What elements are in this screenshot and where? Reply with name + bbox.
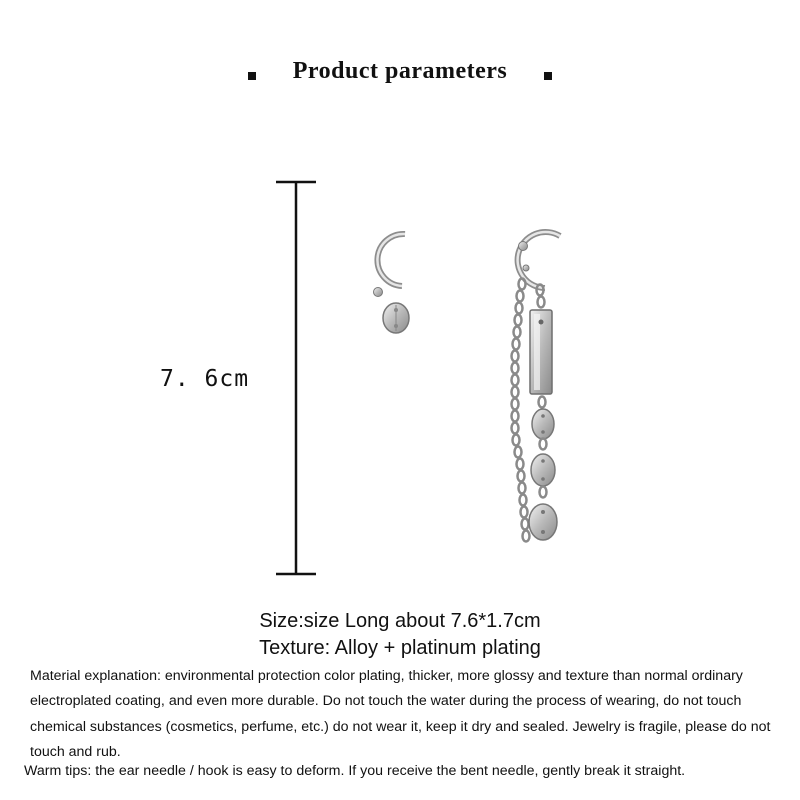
earring-image [360,222,580,562]
square-bullet-icon [544,72,552,80]
warm-tips: Warm tips: the ear needle / hook is easy to deform. If you receive the bent needle, gently break it straight. [24,763,686,779]
size-spec: Size:size Long about 7.6*1.7cm [259,610,541,632]
page-title: Product parameters [292,58,508,84]
small-hoop-earring [374,234,410,333]
square-bullet-icon [248,72,256,80]
length-measurement: 7. 6cm [160,366,250,392]
texture-spec: Texture: Alloy + platinum plating [259,637,541,659]
material-explanation: Material explanation: environmental protection color plating, thicker, more glossy and texture than normal ordinary electroplated coating, and even more durable. Do not touch the water during the process of wearing, do not touch chemical substances (cosmetics, perfume, etc.) do not wear it, keep it dry and sealed. Jewelry is fragile, please do not touch and rub. [30,668,771,761]
long-chain-earring [512,232,561,541]
length-ruler [274,180,318,576]
page-title-row [0,58,800,85]
